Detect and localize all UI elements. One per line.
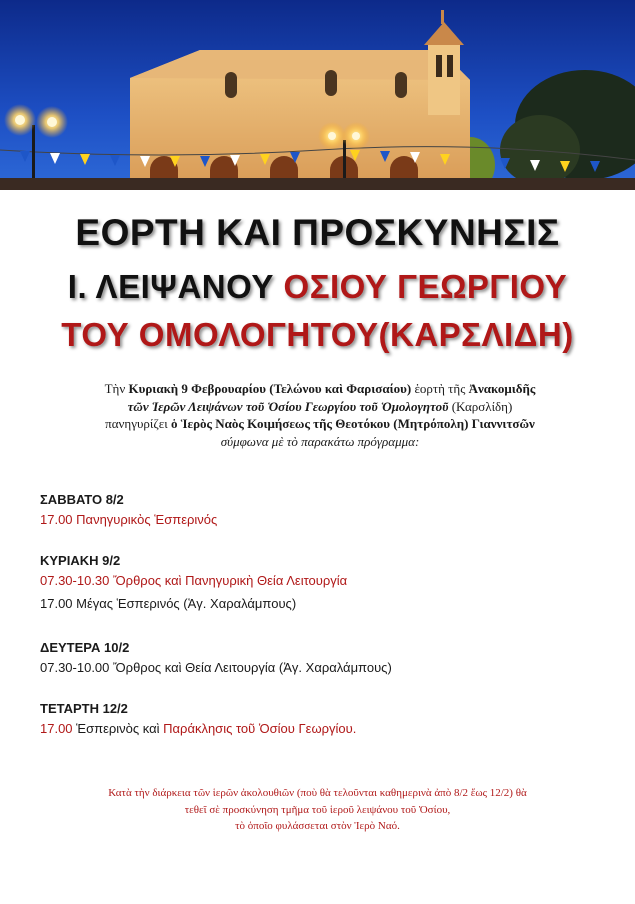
footer-note <box>30 785 605 835</box>
schedule-text: Ἑσπερινὸς καὶ <box>72 721 164 736</box>
schedule-day <box>40 640 392 683</box>
intro-text: πανηγυρίζει <box>105 416 171 431</box>
schedule-day-title: ΔΕΥΤΕΡΑ 10/2 <box>40 640 130 655</box>
intro-text: ἑορτὴ τῆς <box>411 381 469 396</box>
schedule-time: 17.00 <box>40 512 73 527</box>
schedule-time: 07.30-10.30 <box>40 573 110 588</box>
title-line-2-black: Ι. ΛΕΙΨΑΝΟΥ <box>67 268 284 305</box>
schedule-day <box>40 492 217 535</box>
schedule-text-highlight: Παράκλησις τοῦ Ὁσίου Γεωργίου. <box>163 721 357 736</box>
footer-line: Κατὰ τὴν διάρκεια τῶν ἱερῶν ἀκολουθιῶν (ποὺ θὰ τελοῦνται καθημερινὰ ἀπὸ 8/2 ἕως 12/2) θὰ <box>108 787 527 799</box>
footer-line: τὸ ὁποῖο φυλάσσεται στὸν Ἱερὸ Ναό. <box>235 820 400 832</box>
title-line-1: ΕΟΡΤΗ ΚΑΙ ΠΡΟΣΚΥΝΗΣΙΣ <box>75 212 560 253</box>
intro-feast: Ἀνακομιδῆς <box>468 381 536 396</box>
schedule-line <box>40 573 347 588</box>
schedule-line <box>40 660 392 675</box>
schedule-line <box>40 721 356 736</box>
intro-text: Τὴν <box>104 381 129 396</box>
title-line-2-red: ΟΣΙΟΥ ΓΕΩΡΓΙΟΥ <box>283 268 568 305</box>
schedule-time: 07.30-10.00 <box>40 660 110 675</box>
footer-line: τεθεῖ σὲ προσκύνηση τμῆμα τοῦ ἱεροῦ λειψάνου τοῦ Ὁσίου, <box>184 803 451 816</box>
intro-relics: τῶν Ἱερῶν Λειψάνων τοῦ Ὁσίου Γεωργίου τοῦ Ὁμολογητοῦ <box>127 398 449 414</box>
intro-program-note: σύμφωνα μὲ τὸ παρακάτω πρόγραμμα: <box>220 433 420 449</box>
schedule-line <box>40 512 217 527</box>
intro-church: ὁ Ἱερὸς Ναὸς Κοιμήσεως τῆς Θεοτόκου (Μητρόπολη) Γιαννιτσῶν <box>170 416 535 431</box>
schedule-text: Μέγας Ἑσπερινός (Ἁγ. Χαραλάμπους) <box>72 596 297 611</box>
schedule-time: 17.00 <box>40 721 73 736</box>
title-line-3: ΤΟΥ ΟΜΟΛΟΓΗΤΟΥ(ΚΑΡΣΛΙΔΗ) <box>61 316 574 353</box>
schedule-text: Πανηγυρικὸς Ἑσπερινός <box>72 512 218 527</box>
title-line-2 <box>0 268 635 306</box>
schedule-day-title: ΣΑΒΒΑΤΟ 8/2 <box>40 492 124 507</box>
church-photo <box>0 0 635 190</box>
schedule-day-title: ΤΕΤΑΡΤΗ 12/2 <box>40 701 128 716</box>
intro-text: (Καρσλίδη) <box>448 398 513 414</box>
schedule-text: Ὄρθρος καὶ Πανηγυρικὴ Θεία Λειτουργία <box>109 573 348 588</box>
church-photo-icon <box>0 0 635 190</box>
schedule-day <box>40 701 356 744</box>
schedule-time: 17.00 <box>40 596 73 611</box>
schedule-line <box>40 596 347 611</box>
intro-paragraph <box>40 380 600 450</box>
schedule-text: Ὄρθρος καὶ Θεία Λειτουργία (Ἁγ. Χαραλάμπους) <box>109 660 392 675</box>
schedule-day-title: ΚΥΡΙΑΚΗ 9/2 <box>40 553 121 568</box>
intro-date: Κυριακὴ 9 Φεβρουαρίου (Τελώνου καὶ Φαρισαίου) <box>128 381 412 396</box>
schedule-day <box>40 553 347 619</box>
